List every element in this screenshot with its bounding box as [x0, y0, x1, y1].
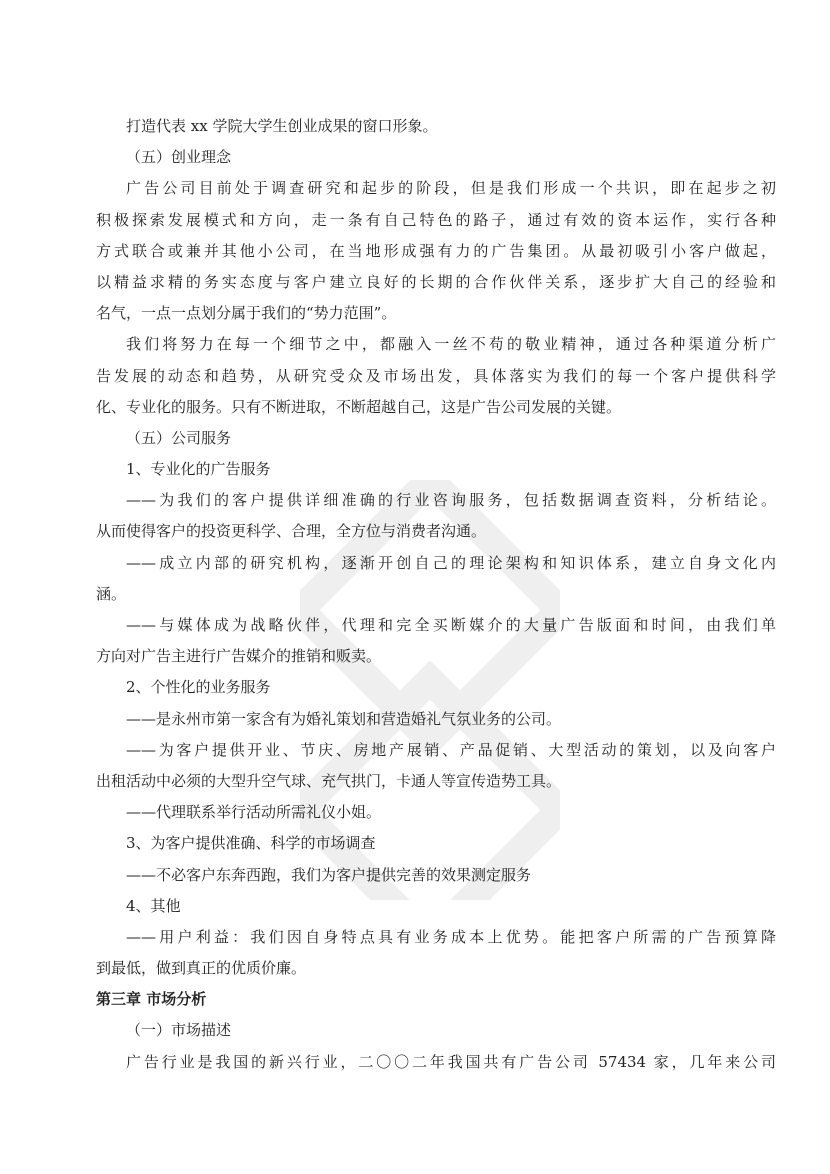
text-line: 告发展的动态和趋势，从研究受众及市场出发，具体落实为我们的每一个客户提供科学 — [96, 366, 776, 385]
text-line: 从而使得客户的投资更科学、合理，全方位与消费者沟通。 — [96, 522, 487, 541]
text-line: ——用户利益：我们因自身特点具有业务成本上优势。能把客户所需的广告预算降 — [126, 927, 776, 946]
text-line: 以精益求精的务实态度与客户建立良好的长期的合作伙伴关系，逐步扩大自己的经验和 — [96, 272, 776, 291]
text-line: 打造代表 xx 学院大学生创业成果的窗口形象。 — [126, 117, 438, 135]
text-line: 名气，一点一点划分属于我们的“势力范围”。 — [96, 304, 397, 323]
text-line: 涵。 — [96, 584, 127, 603]
text-line: 方向对广告主进行广告媒介的推销和贩卖。 — [96, 647, 382, 666]
text-line: 化、专业化的服务。只有不断进取，不断超越自己，这是广告公司发展的关键。 — [96, 397, 622, 416]
paragraph — [96, 797, 776, 828]
paragraph — [96, 891, 776, 922]
chapter-heading — [96, 984, 776, 1015]
section-heading — [96, 423, 776, 454]
paragraph — [96, 828, 776, 859]
text-line: ——为我们的客户提供详细准确的行业咨询服务，包括数据调查资料，分析结论。 — [126, 491, 776, 510]
document-page — [96, 111, 776, 1078]
paragraph — [96, 610, 776, 672]
text-line: ——成立内部的研究机构，逐渐开创自己的理论架构和知识体系，建立自身文化内 — [126, 553, 776, 572]
text-line: 2、个性化的业务服务 — [126, 678, 271, 697]
paragraph — [96, 860, 776, 891]
paragraph — [96, 704, 776, 735]
text-line: 积极探索发展模式和方向，走一条有自己特色的路子，通过有效的资本运作，实行各种 — [96, 210, 776, 229]
paragraph — [96, 672, 776, 703]
text-line: ——为客户提供开业、节庆、房地产展销、产品促销、大型活动的策划，以及向客户 — [126, 740, 776, 759]
text-line: 4、其他 — [126, 896, 181, 915]
paragraph — [96, 485, 776, 547]
paragraph — [96, 173, 776, 329]
text-line: 出租活动中必须的大型升空气球、充气拱门，卡通人等宣传造势工具。 — [96, 771, 562, 790]
text-line: 到最低，做到真正的优质价廉。 — [96, 959, 307, 978]
paragraph — [96, 922, 776, 984]
section-heading — [96, 1015, 776, 1046]
text-line: 1、专业化的广告服务 — [126, 460, 271, 479]
text-line: ——与媒体成为战略伙伴，代理和完全买断媒介的大量广告版面和时间，由我们单 — [126, 616, 776, 634]
text-line: 方式联合或兼并其他小公司，在当地形成强有力的广告集团。从最初吸引小客户做起， — [96, 241, 776, 260]
section-heading — [96, 142, 776, 173]
paragraph — [96, 111, 776, 142]
text-line: （一）市场描述 — [126, 1021, 232, 1040]
text-line: 我们将努力在每一个细节之中，都融入一丝不苟的敬业精神，通过各种渠道分析广 — [126, 335, 776, 354]
paragraph — [96, 1047, 776, 1078]
text-line: 广告公司目前处于调查研究和起步的阶段，但是我们形成一个共识，即在起步之初 — [126, 179, 776, 198]
text-line: （五）公司服务 — [126, 428, 232, 447]
text-line: ——不必客户东奔西跑，我们为客户提供完善的效果测定服务 — [126, 865, 532, 884]
paragraph — [96, 329, 776, 423]
text-line: 第三章 市场分析 — [96, 990, 207, 1009]
text-line: （五）创业理念 — [126, 148, 232, 167]
paragraph — [96, 454, 776, 485]
text-line: ——是永州市第一家含有为婚礼策划和营造婚礼气氛业务的公司。 — [126, 709, 562, 728]
paragraph — [96, 735, 776, 797]
text-line: 广告行业是我国的新兴行业，二〇〇二年我国共有广告公司 57434 家，几年来公司 — [126, 1052, 776, 1071]
text-line: 3、为客户提供准确、科学的市场调查 — [126, 834, 376, 853]
text-line: ——代理联系举行活动所需礼仪小姐。 — [126, 803, 382, 822]
paragraph — [96, 548, 776, 610]
